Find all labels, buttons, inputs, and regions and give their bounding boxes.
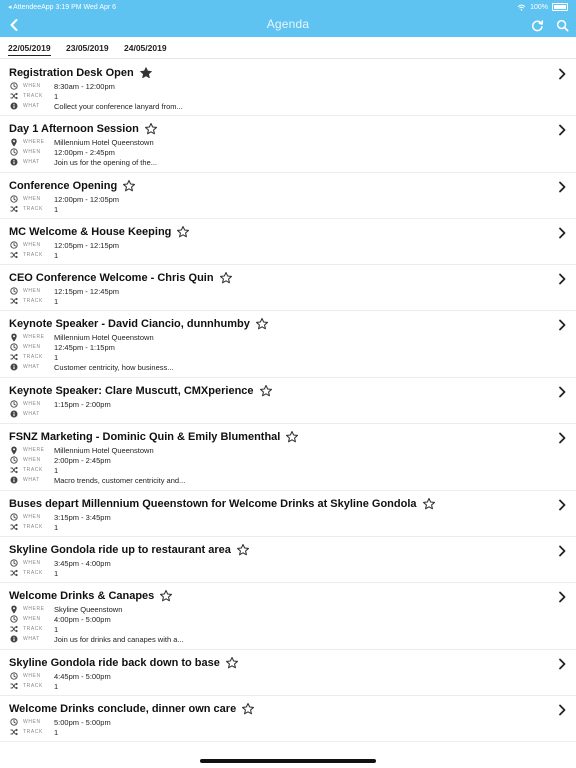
session-when-label: WHEN	[23, 616, 41, 622]
favorite-star-icon[interactable]	[241, 702, 255, 716]
status-left: ◂ AttendeeApp 3:19 PM Wed Apr 6	[8, 4, 117, 11]
clock-icon	[9, 513, 18, 522]
session-track-label: TRACK	[23, 467, 43, 473]
shuffle-icon	[9, 682, 18, 691]
session-item[interactable]	[0, 116, 576, 173]
session-item[interactable]	[0, 491, 576, 537]
session-title: FSNZ Marketing - Dominic Quin & Emily Blumenthal	[9, 431, 281, 443]
session-when-value: 3:45pm - 4:00pm	[54, 558, 111, 568]
tab-22-05-2019[interactable]: 22/05/2019	[8, 43, 51, 56]
session-what-row	[9, 634, 576, 644]
session-title: Day 1 Afternoon Session	[9, 123, 139, 135]
session-title-row	[9, 655, 576, 671]
session-title: Welcome Drinks conclude, dinner own care	[9, 703, 237, 715]
favorite-star-icon[interactable]	[176, 225, 190, 239]
session-track-row	[9, 522, 576, 532]
session-track-label: TRACK	[23, 570, 43, 576]
session-when-label: WHEN	[23, 401, 41, 407]
session-when-value: 1:15pm - 2:00pm	[54, 399, 111, 409]
shuffle-icon	[9, 523, 18, 532]
session-item[interactable]	[0, 424, 576, 491]
session-when-value: 2:00pm - 2:45pm	[54, 455, 111, 465]
session-when-row	[9, 671, 576, 681]
session-track-row	[9, 568, 576, 578]
clock-icon	[9, 343, 18, 352]
session-title-row	[9, 121, 576, 137]
chevron-right-icon	[557, 226, 567, 238]
session-track-label: TRACK	[23, 626, 43, 632]
session-track-row	[9, 250, 576, 260]
clock-icon	[9, 615, 18, 624]
clock-icon	[9, 718, 18, 727]
tab-23-05-2019[interactable]: 23/05/2019	[66, 43, 109, 53]
shuffle-icon	[9, 466, 18, 475]
chevron-right-icon	[557, 544, 567, 556]
info-icon	[9, 410, 18, 419]
info-icon	[9, 158, 18, 167]
session-what-row	[9, 362, 576, 372]
session-what-row	[9, 475, 576, 485]
session-title: Skyline Gondola ride back down to base	[9, 657, 220, 669]
session-when-label: WHEN	[23, 514, 41, 520]
session-when-value: 12:05pm - 12:15pm	[54, 240, 120, 250]
session-when-value: 8:30am - 12:00pm	[54, 81, 115, 91]
favorite-star-icon[interactable]	[159, 589, 173, 603]
session-what-label: WHAT	[23, 477, 40, 483]
date-tabs	[0, 38, 576, 58]
clock-icon	[9, 287, 18, 296]
session-track-label: TRACK	[23, 252, 43, 258]
favorite-star-icon[interactable]	[144, 122, 158, 136]
session-when-label: WHEN	[23, 83, 41, 89]
clock-icon	[9, 456, 18, 465]
session-track-value: 1	[54, 624, 59, 634]
session-track-row	[9, 91, 576, 101]
session-where-row	[9, 445, 576, 455]
session-what-value: Collect your conference lanyard from...	[54, 101, 183, 111]
session-item[interactable]	[0, 173, 576, 219]
session-track-label: TRACK	[23, 354, 43, 360]
clock-icon	[9, 241, 18, 250]
session-track-label: TRACK	[23, 524, 43, 530]
session-when-row	[9, 455, 576, 465]
session-track-value: 1	[54, 681, 59, 691]
session-track-label: TRACK	[23, 93, 43, 99]
session-what-label: WHAT	[23, 103, 40, 109]
session-when-row	[9, 399, 576, 409]
session-title-row	[9, 178, 576, 194]
session-track-row	[9, 352, 576, 362]
session-when-row	[9, 240, 576, 250]
chevron-right-icon	[557, 590, 567, 602]
session-title-row	[9, 316, 576, 332]
session-when-value: 4:00pm - 5:00pm	[54, 614, 111, 624]
session-track-value: 1	[54, 352, 59, 362]
session-item[interactable]	[0, 537, 576, 583]
favorite-star-icon[interactable]	[422, 497, 436, 511]
session-when-value: 4:45pm - 5:00pm	[54, 671, 111, 681]
chevron-right-icon	[557, 123, 567, 135]
session-where-row	[9, 332, 576, 342]
session-when-value: 5:00pm - 5:00pm	[54, 717, 111, 727]
session-track-value: 1	[54, 250, 59, 260]
nav-bar	[0, 14, 576, 37]
shuffle-icon	[9, 728, 18, 737]
clock-icon	[9, 82, 18, 91]
session-title: Keynote Speaker - David Ciancio, dunnhumby	[9, 318, 250, 330]
session-where-label: WHERE	[23, 334, 45, 340]
session-item[interactable]	[0, 219, 576, 265]
session-track-row	[9, 681, 576, 691]
session-where-value: Millennium Hotel Queenstown	[54, 332, 154, 342]
session-where-value: Millennium Hotel Queenstown	[54, 445, 154, 455]
session-track-value: 1	[54, 296, 59, 306]
favorite-star-icon[interactable]	[225, 656, 239, 670]
location-pin-icon	[9, 333, 18, 342]
session-title-row	[9, 496, 576, 512]
favorite-star-icon[interactable]	[259, 384, 273, 398]
status-bar	[0, 0, 576, 14]
session-what-value: Customer centricity, how business...	[54, 362, 174, 372]
battery-percent: 100%	[530, 3, 548, 11]
chevron-right-icon	[557, 385, 567, 397]
session-when-label: WHEN	[23, 457, 41, 463]
session-when-row	[9, 194, 576, 204]
session-track-row	[9, 296, 576, 306]
session-when-value: 12:45pm - 1:15pm	[54, 342, 115, 352]
chevron-right-icon	[557, 498, 567, 510]
session-title: MC Welcome & House Keeping	[9, 226, 172, 238]
session-what-label: WHAT	[23, 364, 40, 370]
session-title: Registration Desk Open	[9, 67, 134, 79]
shuffle-icon	[9, 569, 18, 578]
info-icon	[9, 102, 18, 111]
session-where-value: Skyline Queenstown	[54, 604, 123, 614]
session-where-row	[9, 137, 576, 147]
session-track-value: 1	[54, 465, 59, 475]
chevron-right-icon	[557, 67, 567, 79]
session-track-value: 1	[54, 522, 59, 532]
info-icon	[9, 363, 18, 372]
clock-icon	[9, 195, 18, 204]
session-track-value: 1	[54, 568, 59, 578]
favorite-star-icon[interactable]	[236, 543, 250, 557]
chevron-right-icon	[557, 318, 567, 330]
session-when-label: WHEN	[23, 196, 41, 202]
session-when-row	[9, 558, 576, 568]
session-what-label: WHAT	[23, 411, 40, 417]
session-item[interactable]	[0, 378, 576, 424]
session-track-label: TRACK	[23, 298, 43, 304]
session-track-row	[9, 465, 576, 475]
info-icon	[9, 635, 18, 644]
session-track-row	[9, 624, 576, 634]
session-item[interactable]	[0, 696, 576, 742]
session-title: Keynote Speaker: Clare Muscutt, CMXperience	[9, 385, 254, 397]
session-when-label: WHEN	[23, 560, 41, 566]
chevron-right-icon	[557, 431, 567, 443]
chevron-right-icon	[557, 657, 567, 669]
session-where-label: WHERE	[23, 606, 45, 612]
session-where-row	[9, 604, 576, 614]
session-list	[0, 60, 576, 742]
search-icon	[556, 19, 569, 32]
session-what-label: WHAT	[23, 636, 40, 642]
session-when-row	[9, 81, 576, 91]
shuffle-icon	[9, 205, 18, 214]
location-pin-icon	[9, 138, 18, 147]
session-title: Skyline Gondola ride up to restaurant area	[9, 544, 231, 556]
session-where-label: WHERE	[23, 139, 45, 145]
favorite-star-icon[interactable]	[122, 179, 136, 193]
session-item[interactable]	[0, 60, 576, 116]
session-when-value: 12:15pm - 12:45pm	[54, 286, 120, 296]
clock-icon	[9, 559, 18, 568]
session-title-row	[9, 383, 576, 399]
favorite-star-icon[interactable]	[285, 430, 299, 444]
session-where-value: Millennium Hotel Queenstown	[54, 137, 154, 147]
session-what-row	[9, 409, 576, 419]
chevron-right-icon	[557, 180, 567, 192]
session-track-label: TRACK	[23, 729, 43, 735]
location-pin-icon	[9, 605, 18, 614]
session-track-value: 1	[54, 204, 59, 214]
tab-24-05-2019[interactable]: 24/05/2019	[124, 43, 167, 53]
favorite-star-icon[interactable]	[219, 271, 233, 285]
session-title-row	[9, 542, 576, 558]
session-when-row	[9, 717, 576, 727]
search-button[interactable]	[553, 16, 571, 34]
clock-icon	[9, 672, 18, 681]
session-when-value: 12:00pm - 2:45pm	[54, 147, 115, 157]
session-what-value: Macro trends, customer centricity and...	[54, 475, 186, 485]
session-when-row	[9, 342, 576, 352]
session-item[interactable]	[0, 583, 576, 650]
session-title-row	[9, 65, 576, 81]
session-title-row	[9, 270, 576, 286]
session-track-label: TRACK	[23, 206, 43, 212]
favorite-star-icon[interactable]	[255, 317, 269, 331]
session-where-label: WHERE	[23, 447, 45, 453]
chevron-right-icon	[557, 272, 567, 284]
tab-divider	[0, 58, 576, 59]
session-when-label: WHEN	[23, 242, 41, 248]
session-track-row	[9, 727, 576, 737]
session-when-value: 12:00pm - 12:05pm	[54, 194, 120, 204]
session-track-row	[9, 204, 576, 214]
session-title-row	[9, 588, 576, 604]
shuffle-icon	[9, 625, 18, 634]
session-when-label: WHEN	[23, 344, 41, 350]
refresh-button[interactable]	[528, 16, 546, 34]
session-title: Buses depart Millennium Queenstown for Welcome Drinks at Skyline Gondola	[9, 498, 417, 510]
clock-icon	[9, 400, 18, 409]
session-what-value: Join us for drinks and canapes with a...	[54, 634, 184, 644]
session-track-label: TRACK	[23, 683, 43, 689]
session-what-label: WHAT	[23, 159, 40, 165]
status-right	[517, 3, 568, 11]
wifi-icon	[517, 4, 526, 11]
shuffle-icon	[9, 353, 18, 362]
session-when-row	[9, 512, 576, 522]
chevron-right-icon	[557, 703, 567, 715]
session-title: Welcome Drinks & Canapes	[9, 590, 155, 602]
page-title: Agenda	[266, 17, 310, 31]
session-item[interactable]	[0, 311, 576, 378]
shuffle-icon	[9, 92, 18, 101]
session-when-value: 3:15pm - 3:45pm	[54, 512, 111, 522]
session-when-label: WHEN	[23, 673, 41, 679]
session-when-row	[9, 286, 576, 296]
session-when-label: WHEN	[23, 149, 41, 155]
info-icon	[9, 476, 18, 485]
session-item[interactable]	[0, 650, 576, 696]
session-title: CEO Conference Welcome - Chris Quin	[9, 272, 214, 284]
session-track-value: 1	[54, 727, 59, 737]
clock-icon	[9, 148, 18, 157]
session-title-row	[9, 429, 576, 445]
session-when-row	[9, 614, 576, 624]
battery-icon	[552, 3, 568, 11]
location-pin-icon	[9, 446, 18, 455]
favorite-star-filled-icon[interactable]	[139, 66, 153, 80]
session-when-label: WHEN	[23, 719, 41, 725]
app-header	[0, 0, 576, 37]
session-title-row	[9, 701, 576, 717]
shuffle-icon	[9, 297, 18, 306]
session-track-value: 1	[54, 91, 59, 101]
session-what-row	[9, 101, 576, 111]
session-title: Conference Opening	[9, 180, 118, 192]
session-item[interactable]	[0, 265, 576, 311]
session-when-row	[9, 147, 576, 157]
session-when-label: WHEN	[23, 288, 41, 294]
home-indicator	[200, 759, 376, 763]
session-what-value: Join us for the opening of the...	[54, 157, 157, 167]
session-what-row	[9, 157, 576, 167]
refresh-icon	[531, 19, 544, 32]
session-title-row	[9, 224, 576, 240]
shuffle-icon	[9, 251, 18, 260]
